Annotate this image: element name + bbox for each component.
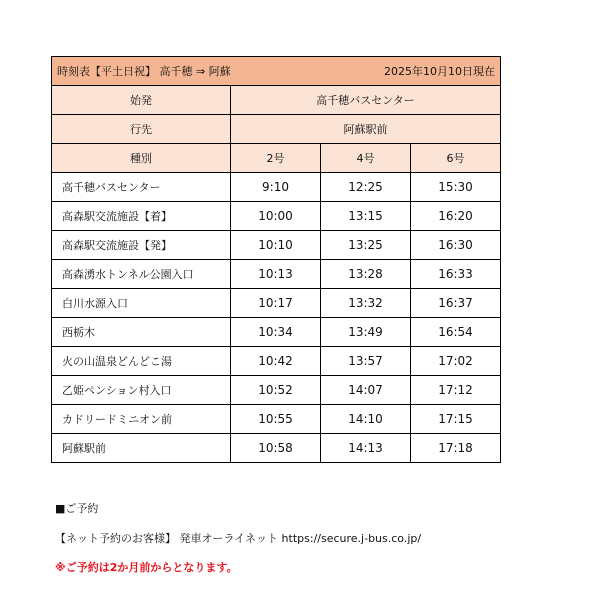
departure-time: 13:25 <box>321 231 411 260</box>
bus-number-4: 4号 <box>321 144 411 173</box>
departure-time: 10:42 <box>231 347 321 376</box>
departure-time: 16:30 <box>411 231 501 260</box>
departure-time: 12:25 <box>321 173 411 202</box>
table-row <box>52 202 501 231</box>
departure-time: 17:18 <box>411 434 501 463</box>
departure-time: 13:57 <box>321 347 411 376</box>
departure-time: 13:15 <box>321 202 411 231</box>
timetable-title: 時刻表【平土日祝】 高千穂 ⇒ 阿蘇 <box>57 65 231 78</box>
departure-time: 10:52 <box>231 376 321 405</box>
net-reserve-info: 【ネット予約のお客様】 発車オーライネット https://secure.j-bus.co.jp/ <box>55 532 422 545</box>
departure-time: 14:10 <box>321 405 411 434</box>
departure-time: 16:54 <box>411 318 501 347</box>
effective-date: 2025年10月10日現在 <box>384 65 495 78</box>
destination-row <box>52 115 501 144</box>
table-row <box>52 260 501 289</box>
stop-name: 白川水源入口 <box>52 289 231 318</box>
departure-time: 14:13 <box>321 434 411 463</box>
reserve-heading: ■ご予約 <box>55 502 99 515</box>
bus-number-6: 6号 <box>411 144 501 173</box>
stop-name: 阿蘇駅前 <box>52 434 231 463</box>
stop-name: 高森駅交流施設【発】 <box>52 231 231 260</box>
departure-time: 17:15 <box>411 405 501 434</box>
origin-value: 高千穂バスセンター <box>231 86 501 115</box>
departure-time: 13:28 <box>321 260 411 289</box>
bus-type-row <box>52 144 501 173</box>
departure-time: 16:20 <box>411 202 501 231</box>
table-row <box>52 405 501 434</box>
stop-name: 火の山温泉どんどこ湯 <box>52 347 231 376</box>
stop-name: 高森湧水トンネル公園入口 <box>52 260 231 289</box>
table-row <box>52 376 501 405</box>
departure-time: 10:58 <box>231 434 321 463</box>
bus-type-label: 種別 <box>52 144 231 173</box>
departure-time: 10:10 <box>231 231 321 260</box>
stop-name: 乙姫ペンション村入口 <box>52 376 231 405</box>
destination-value: 阿蘇駅前 <box>231 115 501 144</box>
timetable <box>51 56 501 463</box>
departure-time: 9:10 <box>231 173 321 202</box>
stop-name: 西栃木 <box>52 318 231 347</box>
departure-time: 13:32 <box>321 289 411 318</box>
table-row <box>52 434 501 463</box>
table-row <box>52 318 501 347</box>
origin-row <box>52 86 501 115</box>
bus-number-2: 2号 <box>231 144 321 173</box>
table-row <box>52 289 501 318</box>
departure-time: 16:37 <box>411 289 501 318</box>
stop-name: 高森駅交流施設【着】 <box>52 202 231 231</box>
departure-time: 10:13 <box>231 260 321 289</box>
table-row <box>52 347 501 376</box>
departure-time: 15:30 <box>411 173 501 202</box>
departure-time: 16:33 <box>411 260 501 289</box>
departure-time: 17:12 <box>411 376 501 405</box>
stop-name: 高千穂バスセンター <box>52 173 231 202</box>
departure-time: 10:55 <box>231 405 321 434</box>
title-row <box>52 57 501 86</box>
origin-label: 始発 <box>52 86 231 115</box>
table-row <box>52 231 501 260</box>
reserve-warning: ※ご予約は2か月前からとなります。 <box>55 561 238 574</box>
departure-time: 14:07 <box>321 376 411 405</box>
stop-rows <box>52 173 501 463</box>
departure-time: 17:02 <box>411 347 501 376</box>
table-row <box>52 173 501 202</box>
departure-time: 13:49 <box>321 318 411 347</box>
title-cell <box>52 57 501 86</box>
departure-time: 10:17 <box>231 289 321 318</box>
stop-name: カドリードミニオン前 <box>52 405 231 434</box>
departure-time: 10:00 <box>231 202 321 231</box>
departure-time: 10:34 <box>231 318 321 347</box>
destination-label: 行先 <box>52 115 231 144</box>
